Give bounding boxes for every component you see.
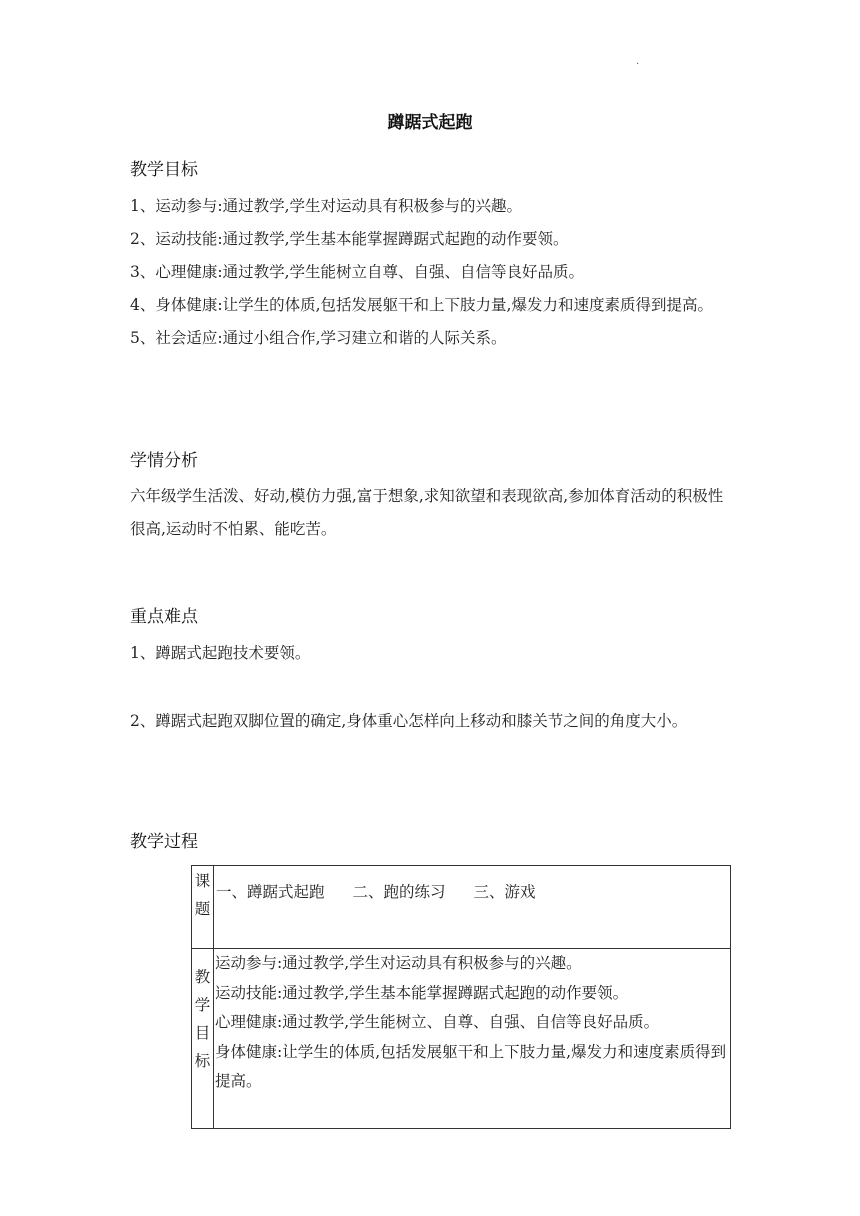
analysis-paragraph: 六年级学生活泼、好动,模仿力强,富于想象,求知欲望和表现欲高,参加体育活动的积极性很高,运动时不怕累、能吃苦。 (130, 487, 724, 538)
process-table (191, 865, 731, 1129)
table-objective-line: 心理健康:通过教学,学生能树立、自尊、自强、自信等良好品质。 (215, 1013, 660, 1031)
key-point-item: 2、蹲踞式起跑双脚位置的确定,身体重心怎样向上移动和膝关节之间的角度大小。 (130, 712, 688, 730)
table-objective-line: 身体健康:让学生的体质,包括发展躯干和上下肢力量,爆发力和速度素质得到提高。 (215, 1042, 727, 1090)
document-title: 蹲踞式起跑 (387, 113, 473, 133)
label-char: 题 (194, 900, 211, 918)
topic-label-cell (192, 866, 214, 949)
label-char: 标 (194, 1052, 211, 1070)
table-objective-line: 运动技能:通过教学,学生基本能掌握蹲踞式起跑的动作要领。 (215, 983, 629, 1002)
objectives-content-cell (214, 949, 731, 1129)
table-row (192, 949, 731, 1129)
table-objective-line: 运动参与:通过教学,学生对运动具有积极参与的兴趣。 (215, 954, 582, 972)
analysis-heading: 学情分析 (130, 451, 198, 471)
objective-item: 2、运动技能:通过教学,学生基本能掌握蹲踞式起跑的动作要领。 (130, 230, 569, 248)
objectives-list (130, 190, 735, 355)
objective-item: 4、身体健康:让学生的体质,包括发展躯干和上下肢力量,爆发力和速度素质得到提高。 (130, 296, 713, 314)
key-point-1 (130, 637, 735, 670)
label-char: 学 (194, 996, 211, 1014)
page-mark: . (636, 56, 640, 67)
label-char: 课 (194, 872, 211, 890)
label-char: 教 (194, 968, 211, 986)
key-point-item: 1、蹲踞式起跑技术要领。 (130, 644, 311, 662)
topic-item: 二、跑的练习 (352, 883, 446, 901)
topic-content-cell (214, 866, 731, 949)
objectives-label-cell (192, 949, 214, 1129)
table-row (192, 866, 731, 949)
objective-item: 5、社会适应:通过小组合作,学习建立和谐的人际关系。 (130, 329, 507, 347)
process-heading: 教学过程 (130, 832, 198, 852)
analysis-text (130, 480, 735, 546)
objectives-heading: 教学目标 (130, 160, 198, 180)
objective-item: 3、心理健康:通过教学,学生能树立自尊、自强、自信等良好品质。 (130, 263, 585, 281)
label-char: 目 (194, 1024, 211, 1042)
key-point-2 (130, 705, 735, 738)
objective-item: 1、运动参与:通过教学,学生对运动具有积极参与的兴趣。 (130, 197, 523, 215)
key-points-heading: 重点难点 (130, 607, 198, 627)
topic-item: 三、游戏 (473, 883, 536, 901)
topic-item: 一、蹲踞式起跑 (216, 883, 325, 901)
